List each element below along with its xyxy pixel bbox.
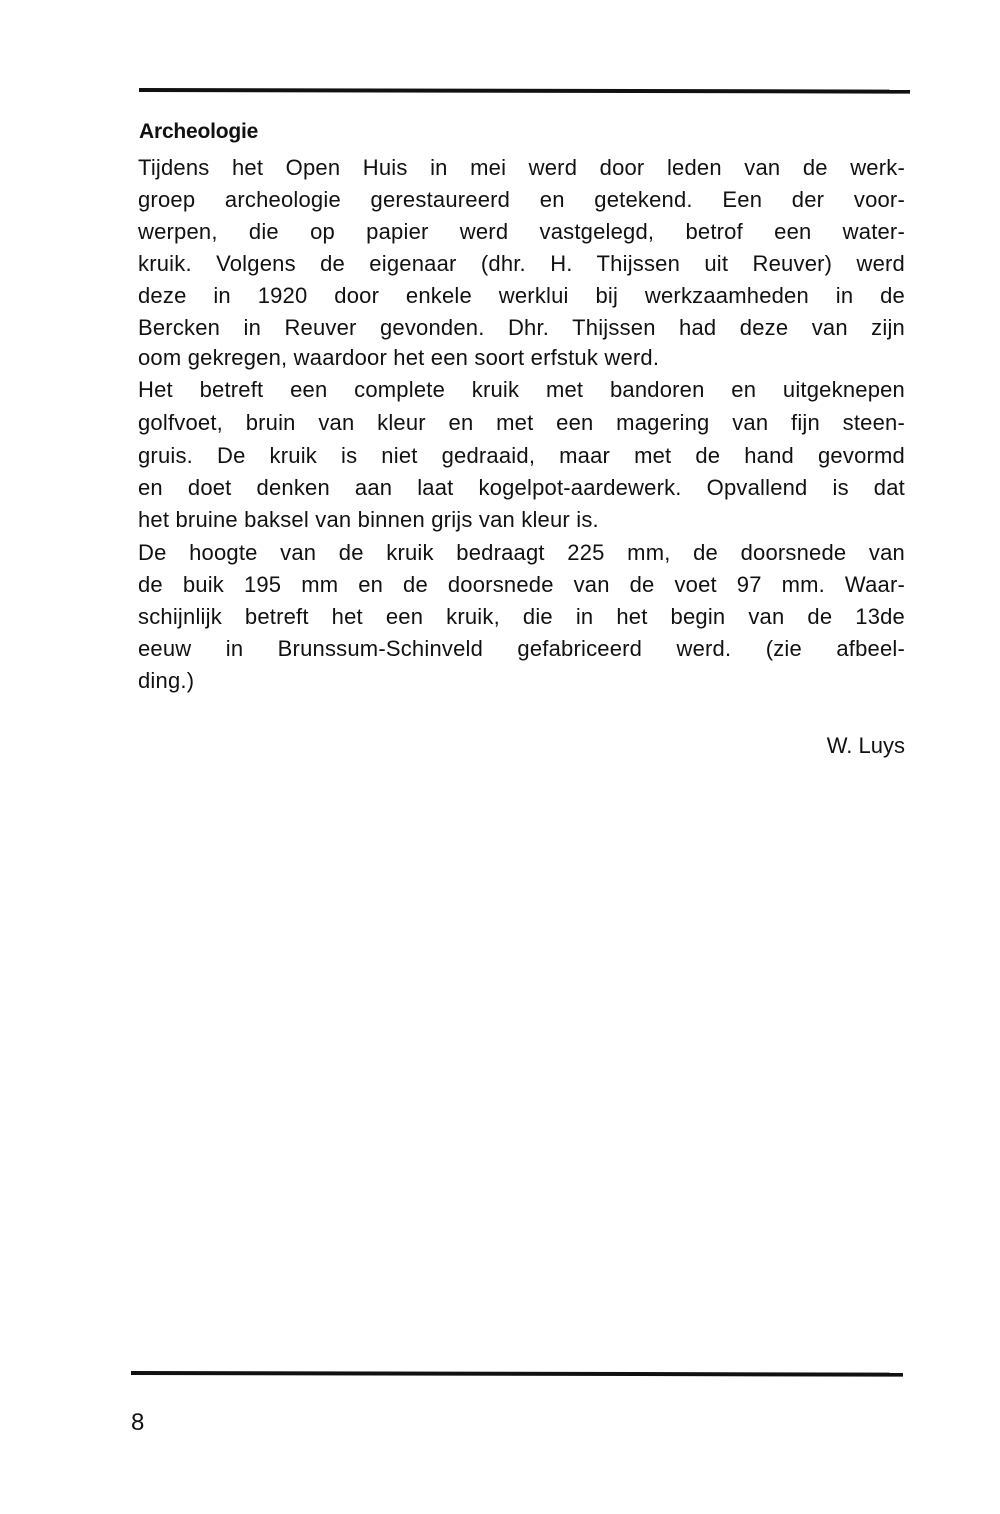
bottom-rule bbox=[131, 1371, 903, 1377]
top-rule bbox=[139, 88, 910, 94]
text-line: en doet denken aan laat kogelpot-aardewerk. Opvallend is dat bbox=[138, 475, 905, 500]
text-line: schijnlijk betreft het een kruik, die in het begin van de 13de bbox=[138, 604, 905, 629]
text-line: Bercken in Reuver gevonden. Dhr. Thijssen had deze van zijn bbox=[138, 315, 905, 340]
text-line: groep archeologie gerestaureerd en getekend. Een der voor- bbox=[138, 187, 905, 212]
text-line: golfvoet, bruin van kleur en met een magering van fijn steen- bbox=[138, 410, 905, 435]
text-line: Het betreft een complete kruik met bandoren en uitgeknepen bbox=[138, 377, 905, 402]
author-signature: W. Luys bbox=[826, 733, 905, 758]
text-line: deze in 1920 door enkele werklui bij werkzaamheden in de bbox=[138, 283, 905, 308]
text-line: De hoogte van de kruik bedraagt 225 mm, de doorsnede van bbox=[138, 540, 905, 565]
text-line: gruis. De kruik is niet gedraaid, maar met de hand gevormd bbox=[138, 443, 905, 468]
text-line: Tijdens het Open Huis in mei werd door leden van de werk- bbox=[138, 155, 905, 180]
text-line: eeuw in Brunssum-Schinveld gefabriceerd werd. (zie afbeel- bbox=[138, 636, 905, 661]
text-line: oom gekregen, waardoor het een soort erfstuk werd. bbox=[138, 345, 660, 370]
article-title: Archeologie bbox=[139, 120, 259, 143]
text-line: het bruine baksel van binnen grijs van kleur is. bbox=[138, 507, 599, 532]
text-line: de buik 195 mm en de doorsnede van de voet 97 mm. Waar- bbox=[138, 572, 905, 597]
page-number: 8 bbox=[131, 1409, 145, 1436]
text-line: ding.) bbox=[138, 668, 195, 693]
text-line: kruik. Volgens de eigenaar (dhr. H. Thijssen uit Reuver) werd bbox=[138, 251, 905, 276]
text-line: werpen, die op papier werd vastgelegd, betrof een water- bbox=[138, 219, 905, 244]
